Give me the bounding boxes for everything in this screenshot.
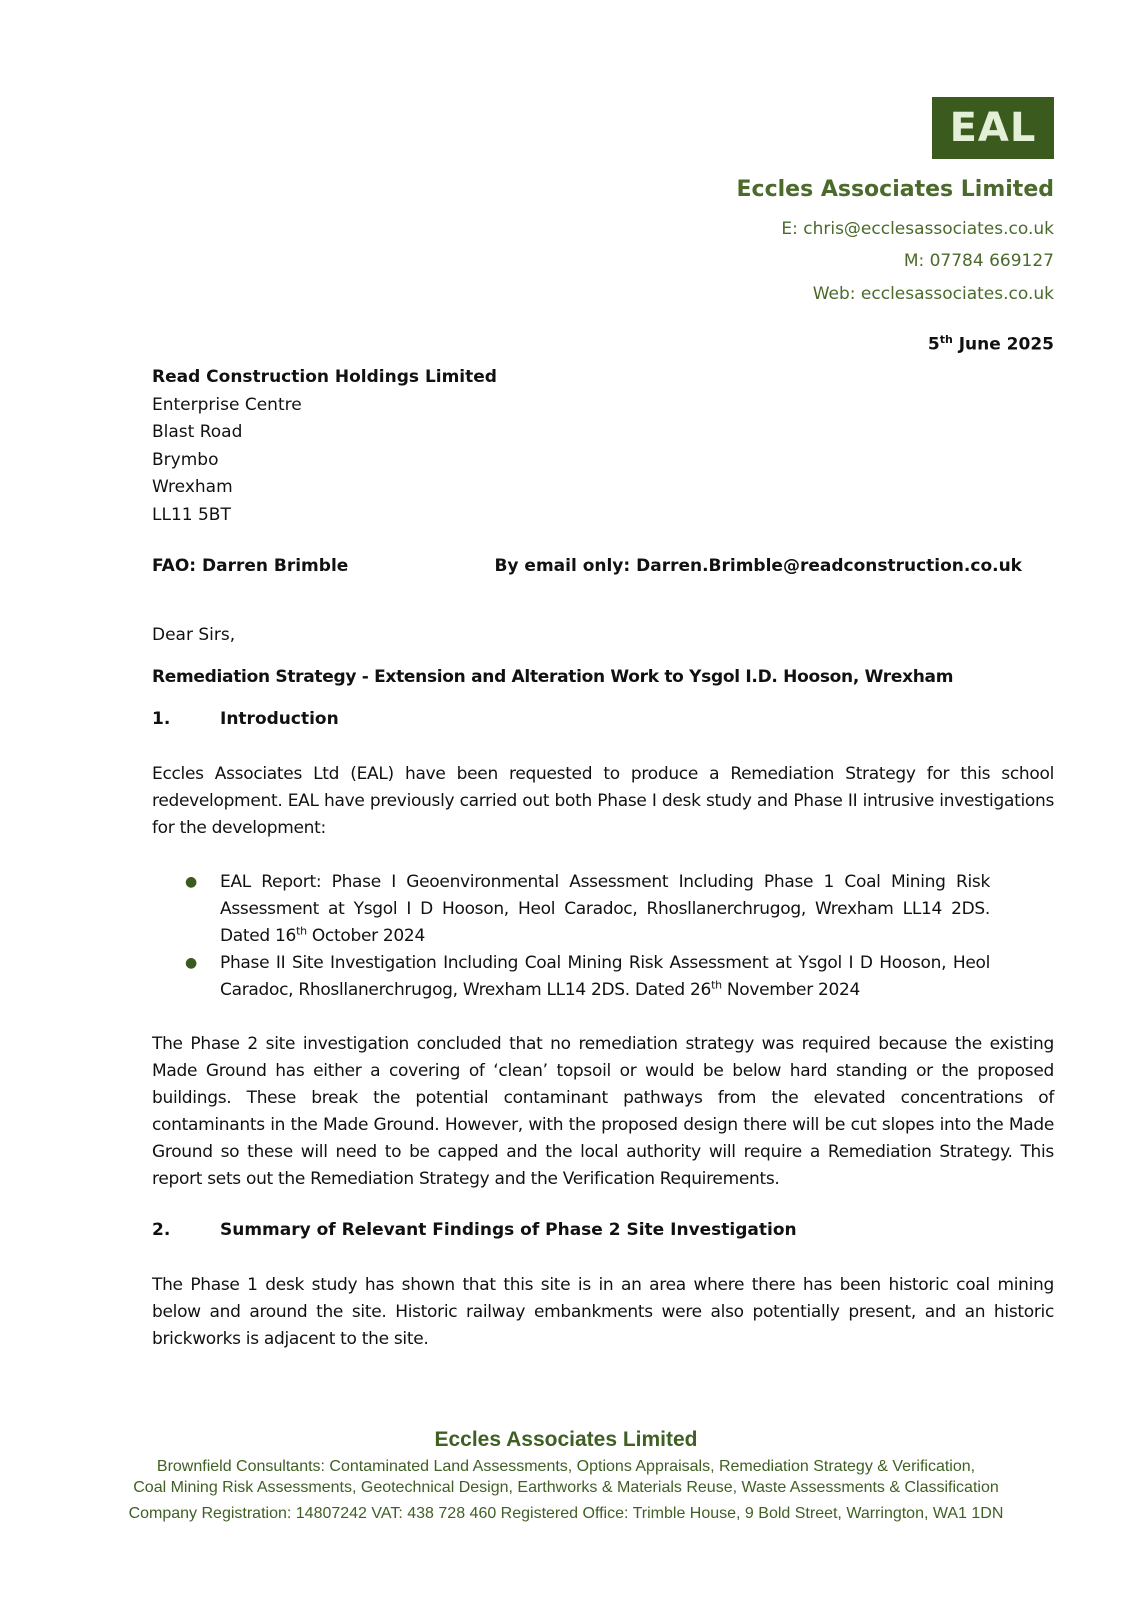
bullet-tail: November 2024 [721,980,861,1000]
recipient-company: Read Construction Holdings Limited [152,367,497,387]
list-item [185,950,990,1004]
section-1-number: 1. [152,709,171,729]
section-1-intro: Eccles Associates Ltd (EAL) have been requested to produce a Remediation Strategy for this school redevelopment. EAL have previously carried out both Phase I desk study and Phase II intrusive investigations for the development: [152,764,1054,838]
letterhead-web: Web: ecclesassociates.co.uk [812,284,1054,304]
letter-date [928,333,1054,355]
address-line: Blast Road [152,422,243,442]
footer-company-name: Eccles Associates Limited [434,1428,698,1451]
footer-registration: Company Registration: 14807242 VAT: 438 728 460 Registered Office: Trimble House, 9 Bold Street, Warrington, WA1 1DN [128,1505,1004,1522]
salutation: Dear Sirs, [152,625,236,645]
report-list [185,869,990,1004]
section-2-body: The Phase 1 desk study has shown that this site is in an area where there has been historic coal mining below and around the site. Historic railway embankments were also potentially present, and an historic brickworks is adjacent to the site. [152,1275,1054,1349]
subject-line: Remediation Strategy - Extension and Alteration Work to Ysgol I.D. Hooson, Wrexham [152,667,954,687]
letterhead-company-name: Eccles Associates Limited [736,177,1054,202]
footer-services-line-2: Coal Mining Risk Assessments, Geotechnical Design, Earthworks & Materials Reuse, Waste Assessments & Classification [133,1479,999,1496]
address-line: Wrexham [152,477,233,497]
bullet-text: Phase II Site Investigation Including Coal Mining Risk Assessment at Ysgol I D Hooson, Heol Caradoc, Rhosllanerchrugog, Wrexham LL14 2DS. Dated 26 [220,953,990,1000]
section-1-body: The Phase 2 site investigation concluded that no remediation strategy was required because the existing Made Ground has either a covering of ‘clean’ topsoil or would be below hard standing or the proposed buildings. These break the potential contaminant pathways from the elevated concentrations of contaminants in the Made Ground. However, with the proposed design there will be cut slopes into the Made Ground so these will need to be capped and the local authority will require a Remediation Strategy. This report sets out the Remediation Strategy and the Verification Requirements. [152,1034,1054,1189]
bullet-icon: ● [185,955,197,971]
bullet-sup: th [711,978,722,992]
bullet-icon: ● [185,874,197,890]
logo-text: EAL [949,105,1037,151]
section-2-title: Summary of Relevant Findings of Phase 2 Site Investigation [220,1220,797,1240]
address-line: Brymbo [152,449,219,470]
fao-line: FAO: Darren Brimble [152,556,349,576]
bullet-tail: October 2024 [306,926,425,946]
section-1-title: Introduction [220,709,339,729]
bullet-text: EAL Report: Phase I Geoenvironmental Assessment Including Phase 1 Coal Mining Risk Assessment at Ysgol I D Hooson, Heol Caradoc, Rhosllanerchrugog, Wrexham LL14 2DS. Dated 16 [220,872,990,946]
date-suffix: th [939,333,953,346]
section-2-number: 2. [152,1220,171,1240]
address-line: Enterprise Centre [152,394,302,415]
bullet-sup: th [296,924,307,938]
letterhead-email: E: chris@ecclesassociates.co.uk [781,219,1054,239]
list-item [185,869,990,950]
recipient-address [152,364,497,529]
date-rest: June 2025 [952,334,1054,355]
letterhead-mobile: M: 07784 669127 [903,251,1054,271]
address-line: LL11 5BT [152,504,231,525]
date-day: 5 [927,334,940,355]
by-email-line: By email only: Darren.Brimble@readconstruction.co.uk [494,556,1022,576]
footer-services-line-1: Brownfield Consultants: Contaminated Land Assessments, Options Appraisals, Remediation Strategy & Verification, [156,1458,976,1475]
eal-logo [932,97,1054,159]
